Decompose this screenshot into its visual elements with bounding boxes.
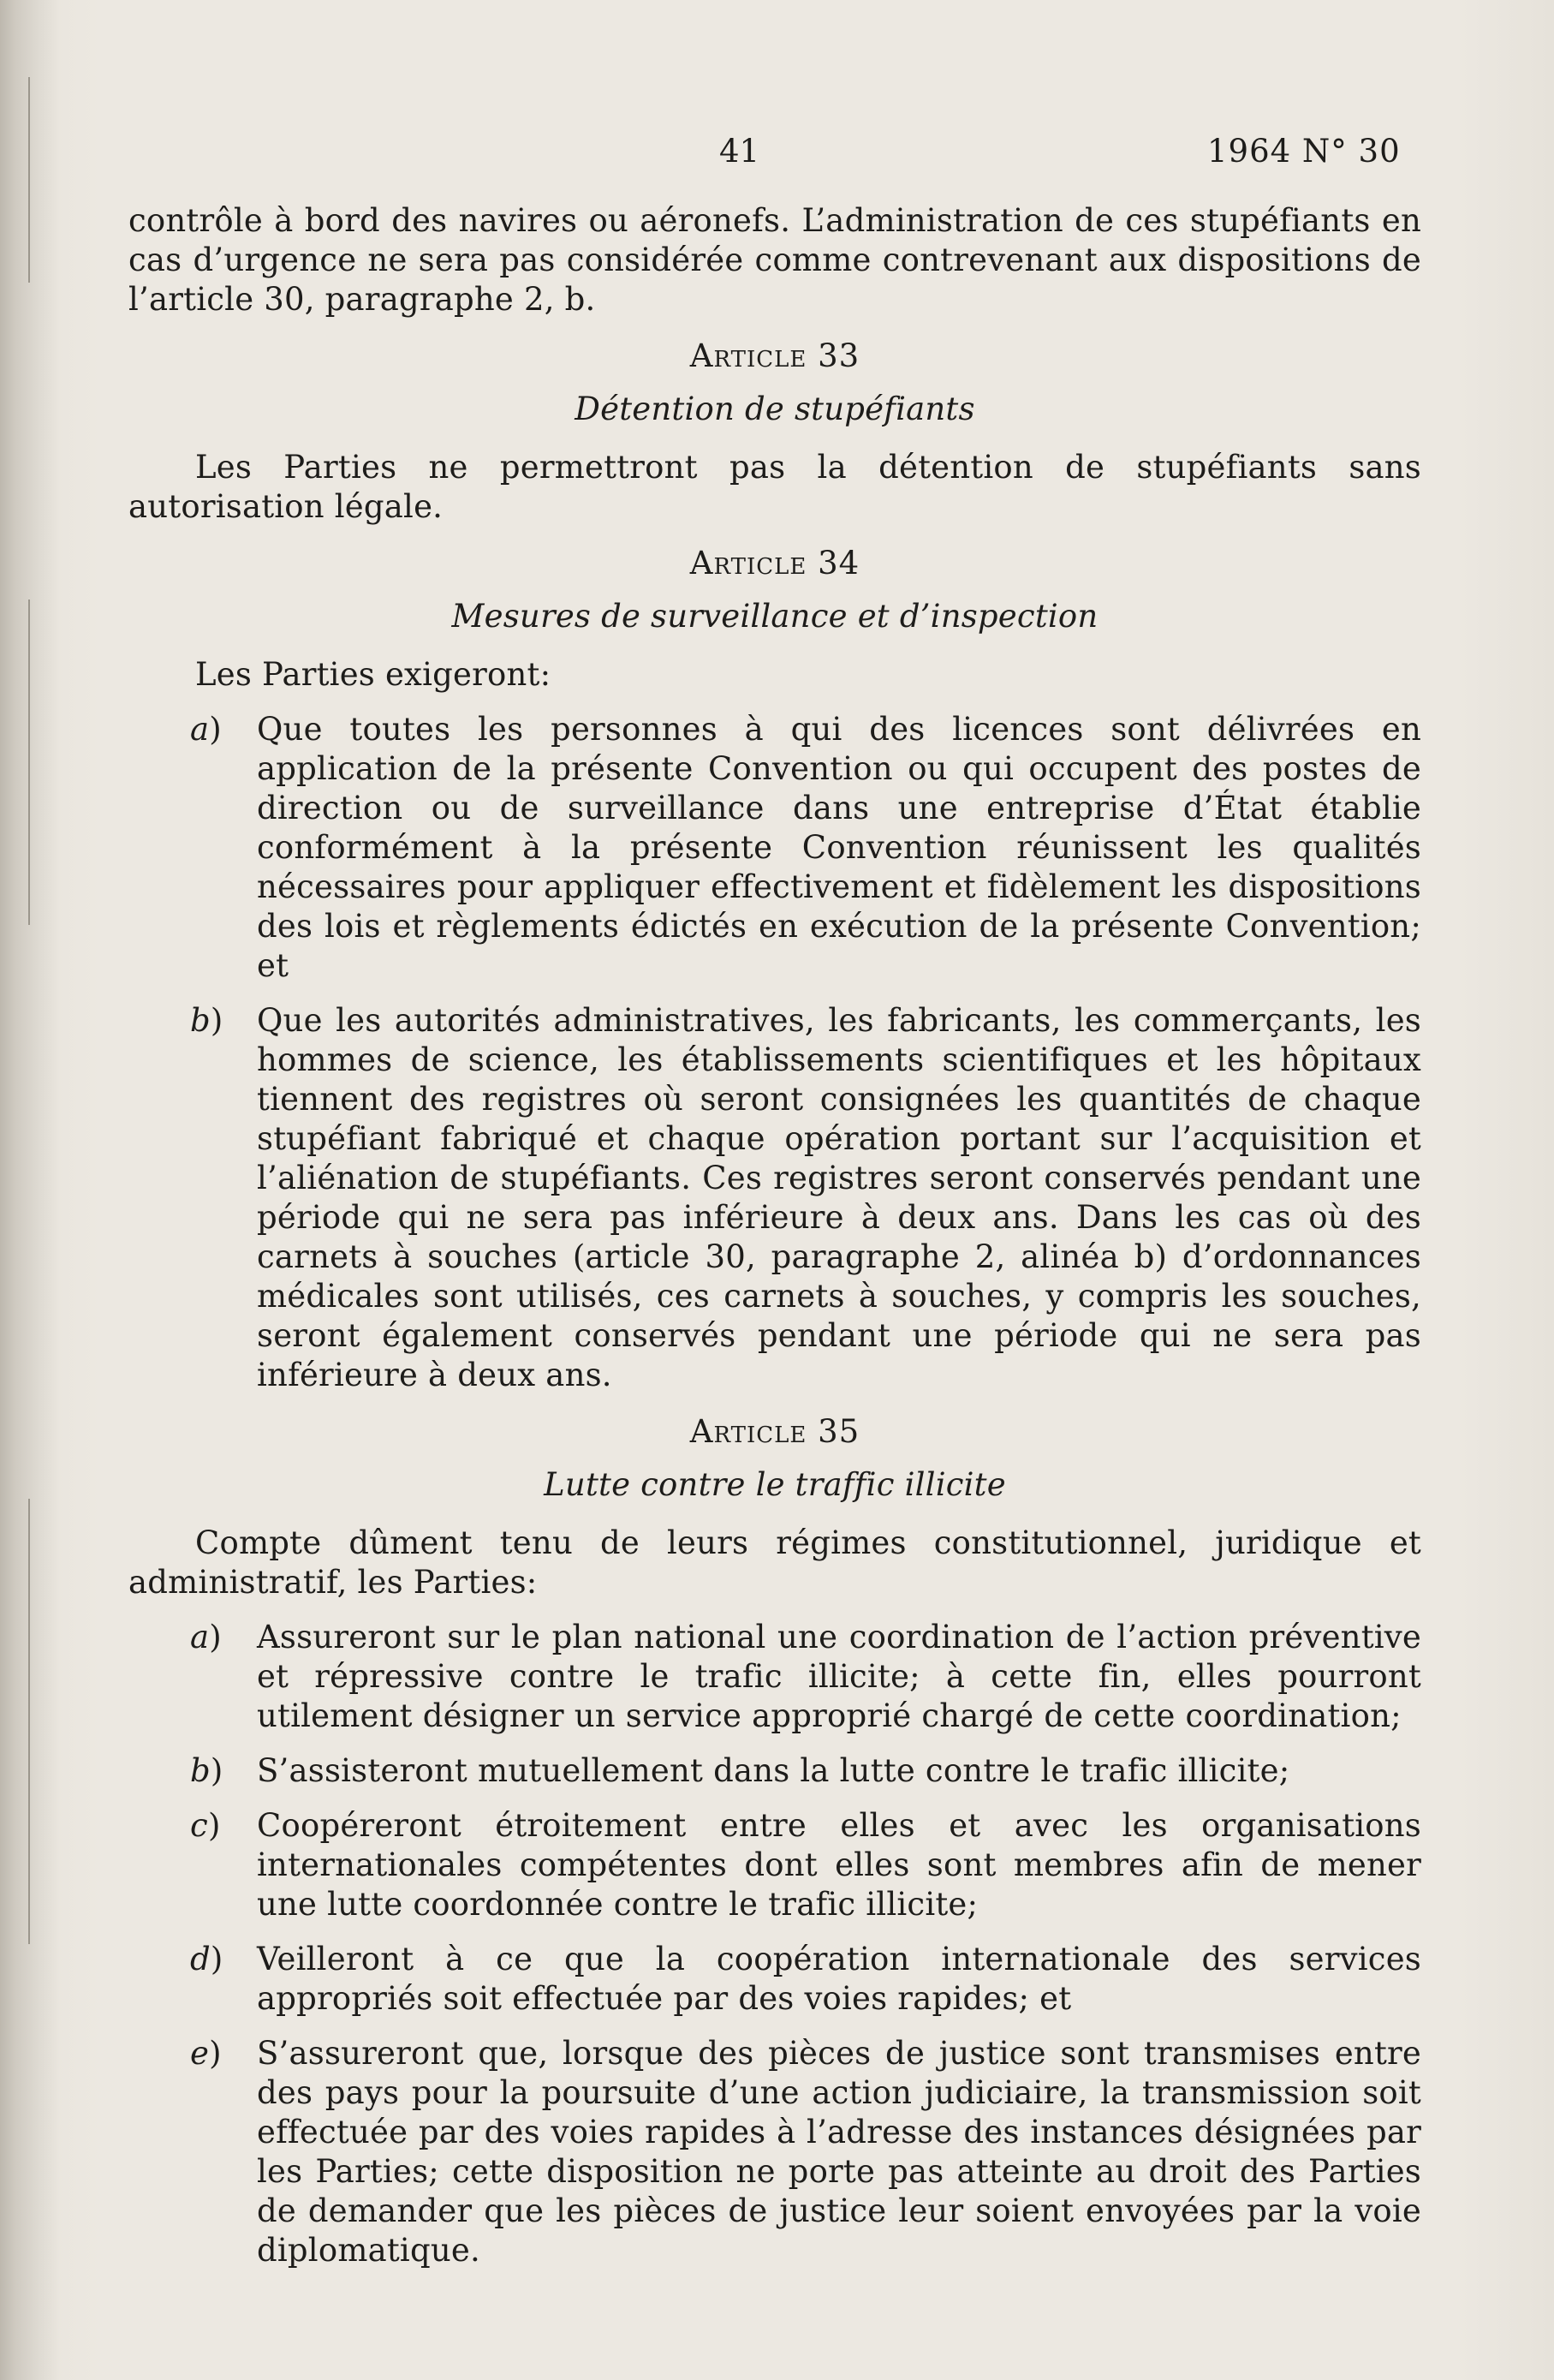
article-34-heading: Article 34 bbox=[689, 545, 860, 582]
item-text: S’assureront que, lorsque des pièces de justice sont transmises entre des pays pour la poursuite d’une action judiciaire, la transmission soit effectuée par des voies rapides à l’adresse des instances désignées par les Parties; cette disposition ne porte pas atteinte au droit des Parties de demander que les pièces de justice leur soient envoyées par la voie diplomatique. bbox=[257, 2035, 1421, 2269]
article-33-text: Les Parties ne permettront pas la détention de stupéfiants sans autorisation légale. bbox=[128, 449, 1421, 525]
binding-edge-line bbox=[28, 599, 30, 925]
item-marker: c) bbox=[190, 1807, 221, 1844]
article-35-lead: Compte dûment tenu de leurs régimes constitutionnel, juridique et administratif, les Parties: bbox=[128, 1524, 1421, 1601]
item-text: Assureront sur le plan national une coordination de l’action préventive et répressive contre le trafic illicite; à cette fin, elles pourront utilement désigner un service approprié chargé de cette coordination; bbox=[257, 1619, 1421, 1734]
item-text: Que toutes les personnes à qui des licences sont délivrées en application de la présente Convention ou qui occupent des postes de direction ou de surveillance dans une entreprise d’État établie conformément à la présente Convention réunissent les qualités nécessaires pour appliquer effectivement et fidèlement les dispositions des lois et règlements édictés en exécution de la présente Convention; et bbox=[257, 711, 1421, 984]
item-marker: a) bbox=[190, 1619, 222, 1655]
binding-edge-line bbox=[28, 1499, 30, 1944]
article-34-lead: Les Parties exigeront: bbox=[195, 656, 551, 693]
article-34-item bbox=[128, 1001, 1421, 1395]
item-text: S’assisteront mutuellement dans la lutte contre le trafic illicite; bbox=[257, 1752, 1290, 1789]
article-34-item bbox=[128, 710, 1421, 986]
binding-edge-line bbox=[28, 77, 30, 283]
article-35-item bbox=[128, 1806, 1421, 1924]
page-number: 41 bbox=[719, 133, 760, 170]
item-marker: e) bbox=[190, 2035, 222, 2072]
item-marker: b) bbox=[190, 1752, 223, 1789]
item-text: Que les autorités administratives, les fabricants, les commerçants, les hommes de science, les établissements scientifiques et les hôpitaux tiennent des registres où seront consignées les quantités de chaque stupéfiant fabriqué et chaque opération portant sur l’acquisition et l’aliénation de stupéfiants. Ces registres seront conservés pendant une période qui ne sera pas inférieure à deux ans. Dans les cas où des carnets à souches (article 30, paragraphe 2, alinéa b) d’ordonnances médicales sont utilisés, ces carnets à souches, y compris les souches, seront également conservés pendant une période qui ne sera pas inférieure à deux ans. bbox=[257, 1002, 1421, 1393]
item-text: Coopéreront étroitement entre elles et avec les organisations internationales compétentes dont elles sont membres afin de mener une lutte coordonnée contre le trafic illicite; bbox=[257, 1807, 1421, 1923]
article-35-item bbox=[128, 1940, 1421, 2019]
intro-paragraph: contrôle à bord des navires ou aéronefs. L’administration de ces stupéfiants en cas d’urgence ne sera pas considérée comme contrevenant aux dispositions de l’article 30, paragraphe 2, b. bbox=[128, 202, 1421, 318]
article-34-title: Mesures de surveillance et d’inspection bbox=[451, 598, 1099, 635]
article-35-item bbox=[128, 2034, 1421, 2270]
article-33-heading: Article 33 bbox=[689, 337, 860, 374]
item-marker: a) bbox=[190, 711, 222, 748]
article-35-item bbox=[128, 1751, 1421, 1791]
item-text: Veilleront à ce que la coopération internationale des services appropriés soit effectuée par des voies rapides; et bbox=[257, 1941, 1421, 2017]
document-body bbox=[128, 201, 1421, 2270]
treaty-reference: 1964 N° 30 bbox=[1207, 133, 1401, 170]
item-marker: d) bbox=[190, 1941, 223, 1977]
page-binding-shadow bbox=[0, 0, 60, 2380]
article-33-title: Détention de stupéfiants bbox=[575, 391, 975, 427]
article-35-heading: Article 35 bbox=[689, 1413, 860, 1450]
article-35-item bbox=[128, 1618, 1421, 1736]
article-35-title: Lutte contre le traffic illicite bbox=[544, 1466, 1006, 1503]
item-marker: b) bbox=[190, 1002, 223, 1039]
